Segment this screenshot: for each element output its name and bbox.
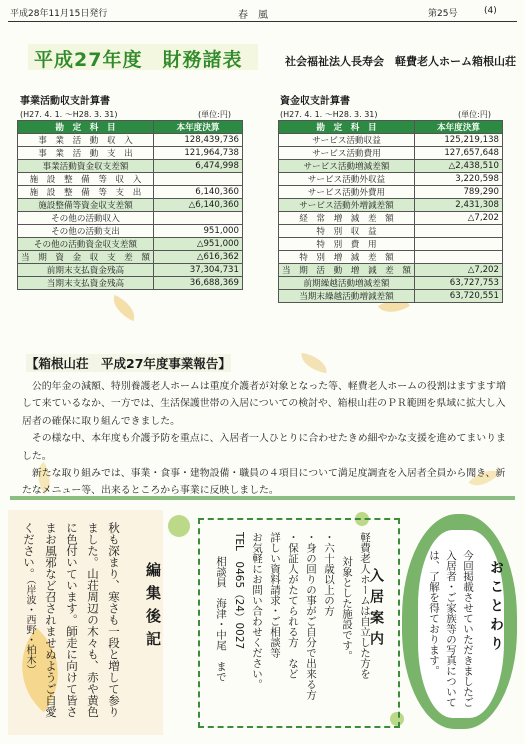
guide-line: 軽費老人ホームは自立した方を <box>359 532 371 679</box>
amount-cell: 63,720,551 <box>414 290 502 303</box>
account-cell: 経 常 増 減 差 額 <box>279 212 415 225</box>
amount-cell: 3,220,598 <box>414 173 502 186</box>
issue-date: 平成28年11月15日発行 <box>10 9 108 19</box>
account-cell: その他の活動支出 <box>18 225 154 238</box>
amount-cell: △951,000 <box>153 238 242 251</box>
account-cell: その他の活動収入 <box>18 212 154 225</box>
account-cell: その他の活動資金収支差額 <box>18 238 154 251</box>
right-table-heading: 資金収支計算書 <box>280 96 350 107</box>
table-row <box>279 199 503 212</box>
right-financial-table <box>278 120 503 303</box>
amount-cell: △616,362 <box>153 251 242 264</box>
amount-cell <box>153 212 242 225</box>
guide-contact: 相談員 海津・中尾 まで <box>215 556 227 682</box>
editor-note-body <box>18 522 124 722</box>
amount-cell: 127,657,648 <box>414 147 502 160</box>
right-table-period: (H27. 4. 1. ～H28. 3. 31) <box>280 110 378 119</box>
amount-cell: 789,290 <box>414 186 502 199</box>
report-title: 【箱根山荘 平成27年度事業報告】 <box>26 356 231 371</box>
report-paragraph: 公的年金の減額、特別養護老人ホームは重度介護者が対象となった等、軽費老人ホームの役割はますます増して来ているなか、一方では、生活保護世帯の入居についての検討や、箱根山荘のＰＲ範囲を県域に拡大し入居者の確保に取り組んできました。 <box>22 381 506 427</box>
table-row <box>18 173 243 186</box>
page-title: 平成27年度 財務諸表 <box>34 49 243 71</box>
guide-line: お気軽にお問い合わせください。 <box>251 532 263 690</box>
account-cell: 当 期 活 動 増 減 差 額 <box>279 264 415 277</box>
amount-cell: 63,727,753 <box>414 277 502 290</box>
account-cell: 特 別 増 減 差 額 <box>279 251 415 264</box>
amount-cell: 37,304,731 <box>153 264 242 277</box>
header-rule <box>8 21 517 22</box>
account-cell: 前期末支払資金残高 <box>18 264 154 277</box>
page-number: (4) <box>484 6 497 16</box>
amount-cell: 125,219,138 <box>414 134 502 147</box>
table-row <box>279 225 503 238</box>
account-cell: 当期末繰越活動増減差額 <box>279 290 415 303</box>
table-row <box>279 173 503 186</box>
account-cell: サービス活動外増減差額 <box>279 199 415 212</box>
table-row <box>279 277 503 290</box>
table-row <box>279 251 503 264</box>
notice-title: おことわり <box>488 560 504 655</box>
account-cell: 当期末支払資金残高 <box>18 277 154 290</box>
table-header-row <box>279 121 503 134</box>
notice-body: 今回掲載させていただきましたご入居者・ご家族等の写真については、了解を得ております。 <box>428 550 474 708</box>
account-cell: 施 設 整 備 等 収 入 <box>18 173 154 186</box>
table-row <box>18 147 243 160</box>
amount-cell <box>153 173 242 186</box>
left-financial-table <box>17 120 243 290</box>
left-table-heading: 事業活動収支計算書 <box>20 96 110 107</box>
guide-title: 入居案内 <box>368 568 384 652</box>
table-header-row <box>18 121 243 134</box>
table-row <box>18 212 243 225</box>
account-cell: 施 設 整 備 等 支 出 <box>18 186 154 199</box>
account-cell: サービス活動増減差額 <box>279 160 415 173</box>
table-row <box>279 290 503 303</box>
amount-cell: △2,438,510 <box>414 160 502 173</box>
table-row <box>18 134 243 147</box>
table-row <box>279 134 503 147</box>
amount-cell: 36,688,369 <box>153 277 242 290</box>
amount-cell: 2,431,308 <box>414 199 502 212</box>
report-paragraph: その様な中、本年度も介護予防を重点に、入居者一人ひとりに合わせたきめ細やかな支援を進めてまいりました。 <box>22 433 506 462</box>
amount-cell: △7,202 <box>414 212 502 225</box>
table-row <box>18 225 243 238</box>
amount-cell: 951,000 <box>153 225 242 238</box>
decor-circle <box>168 515 190 537</box>
account-cell: サービス活動収益 <box>279 134 415 147</box>
amount-cell <box>414 251 502 264</box>
account-cell: サービス活動外費用 <box>279 186 415 199</box>
amount-cell: △6,140,360 <box>153 199 242 212</box>
editor-note-text: 秋も深まり、寒さも一段と増して参りました。山荘周辺の木々も、赤や黄色に色付いています。師走に向けて皆さまお風邪など召されませぬようご自愛ください。 <box>22 522 121 718</box>
amount-cell: 6,140,360 <box>153 186 242 199</box>
guide-line: ・保証人がたてられる方 など <box>287 532 299 679</box>
table-row <box>279 147 503 160</box>
account-cell: 前期繰越活動増減差額 <box>279 277 415 290</box>
account-cell: 施設整備等資金収支差額 <box>18 199 154 212</box>
leaf-icon <box>108 295 140 321</box>
account-cell: 事 業 活 動 収 入 <box>18 134 154 147</box>
amount-cell: 121,964,738 <box>153 147 242 160</box>
amount-cell <box>414 238 502 251</box>
column-header-amount: 本年度決算 <box>153 121 242 134</box>
issue-number: 第25号 <box>428 9 458 19</box>
account-cell: サービス活動外収益 <box>279 173 415 186</box>
newsletter-name: 春 風 <box>238 10 268 21</box>
report-body <box>22 378 508 500</box>
account-cell: サービス活動費用 <box>279 147 415 160</box>
amount-cell: 128,439,736 <box>153 134 242 147</box>
table-row <box>18 277 243 290</box>
guide-line: 対象とした施設です。 <box>341 556 353 661</box>
amount-cell <box>414 225 502 238</box>
account-cell: 事 業 活 動 支 出 <box>18 147 154 160</box>
column-header-account: 勘 定 科 目 <box>18 121 154 134</box>
table-row <box>279 186 503 199</box>
newsletter-header <box>0 0 525 22</box>
section-divider <box>10 496 515 500</box>
table-row <box>18 199 243 212</box>
column-header-amount: 本年度決算 <box>414 121 502 134</box>
table-row <box>279 238 503 251</box>
left-table-unit: (単位:円) <box>198 110 231 119</box>
leaf-icon <box>299 353 329 374</box>
right-table-unit: (単位:円) <box>458 110 491 119</box>
editor-names: （岸波・西野・柏木） <box>24 579 35 675</box>
account-cell: 特 別 費 用 <box>279 238 415 251</box>
account-cell: 特 別 収 益 <box>279 225 415 238</box>
guide-text <box>212 532 374 717</box>
table-row <box>279 212 503 225</box>
column-header-account: 勘 定 科 目 <box>279 121 415 134</box>
table-row <box>279 264 503 277</box>
account-cell: 当 期 資 金 収 支 差 額 <box>18 251 154 264</box>
guide-line: ・身の回りの事がご自分で出来る方 <box>305 532 317 700</box>
table-row <box>18 238 243 251</box>
guide-line: ・六十歳以上の方 <box>323 532 335 616</box>
table-row <box>18 251 243 264</box>
table-row <box>18 160 243 173</box>
report-paragraph: 新たな取り組みでは、事業・食事・建物設備・職員の４項目について満足度調査を入居者全員から聞き、新たなメニュー等、出来るところから事業に反映しました。 <box>22 468 506 497</box>
left-table-period: (H27. 4. 1. ～H28. 3. 31) <box>20 110 118 119</box>
guide-phone: TEL 0465（24）0027 <box>233 532 245 650</box>
guide-line: 詳しい資料請求・ご相談等 <box>269 532 281 658</box>
amount-cell: △7,202 <box>414 264 502 277</box>
organization-name: 社会福祉法人長寿会 軽費老人ホーム箱根山荘 <box>285 55 516 68</box>
amount-cell: 6,474,998 <box>153 160 242 173</box>
editor-note-title: 編集後記 <box>144 562 162 654</box>
account-cell: 事業活動資金収支差額 <box>18 160 154 173</box>
table-row <box>18 186 243 199</box>
table-row <box>279 160 503 173</box>
table-row <box>18 264 243 277</box>
